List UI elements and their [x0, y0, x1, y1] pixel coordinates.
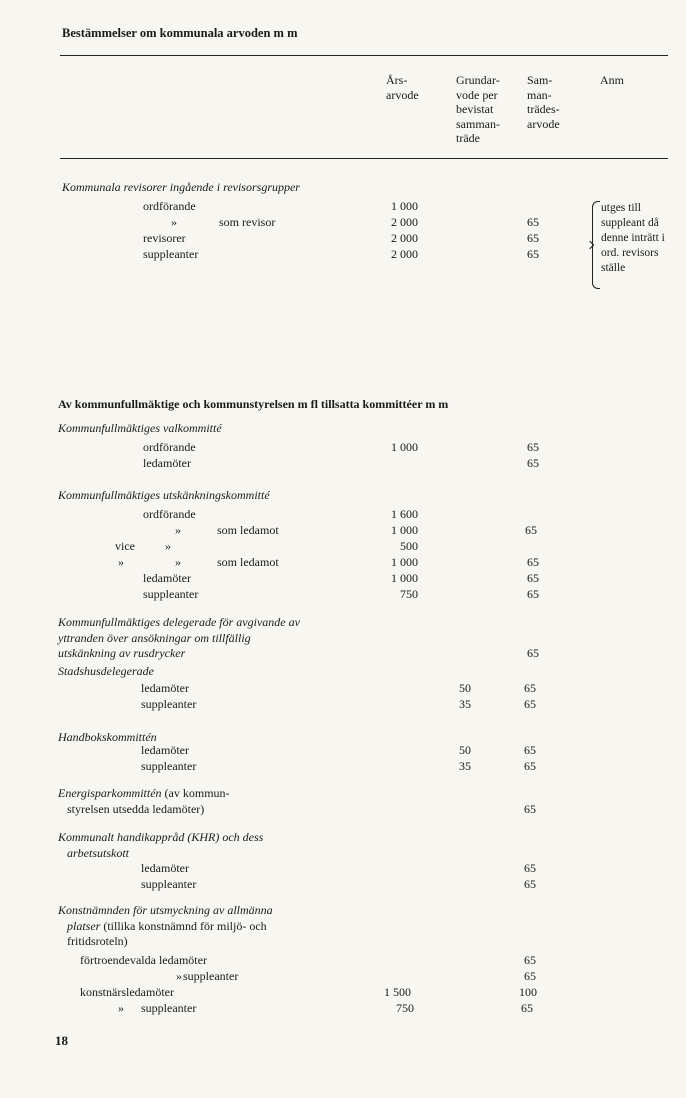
row-label: ledamöter [143, 571, 191, 585]
col-head-grundarvode: Grundar- vode per bevistat samman- träde [456, 73, 500, 146]
row-arsarvode: 2 000 [391, 247, 418, 261]
table-head-rule [60, 158, 668, 159]
section-title-energi: Energisparkommittén (av kommun- [58, 786, 230, 800]
row-sammantradesarvode: 65 [524, 759, 536, 773]
row-arsarvode: 750 [396, 1001, 414, 1015]
row-arsarvode: 750 [400, 587, 418, 601]
row-label: suppleanter [143, 247, 199, 261]
section-title-khr: Kommunalt handikappråd (KHR) och dess [58, 830, 264, 844]
row-grundarvode: 50 [459, 681, 471, 695]
section-title-handbok: Handbokskommittén [58, 730, 157, 744]
row-arsarvode: 1 000 [391, 555, 418, 569]
row-arsarvode: 2 000 [391, 231, 418, 245]
row-grundarvode: 35 [459, 759, 471, 773]
row-label: suppleanter [141, 877, 197, 891]
row-sammantradesarvode: 65 [527, 440, 539, 454]
row-arsarvode: 500 [400, 539, 418, 553]
row-label: ordförande [143, 199, 196, 213]
section-title-energi-line: styrelsen utsedda ledamöter) [67, 802, 205, 816]
section-title-konst: Konstnämnden för utsmyckning av allmänna [58, 903, 273, 917]
row-label: ledamöter [141, 681, 189, 695]
ditto-mark: » [171, 215, 177, 229]
col-head-arsarvode: Års- arvode [386, 73, 419, 102]
row-prefix: vice [115, 539, 135, 553]
ditto-mark: » [118, 555, 124, 569]
row-sammantradesarvode: 65 [524, 681, 536, 695]
row-sammantradesarvode: 65 [527, 456, 539, 470]
section-title-delegerade: Kommunfullmäktiges delegerade för avgivande av [58, 615, 300, 629]
row-arsarvode: 1 000 [391, 440, 418, 454]
row-arsarvode: 1 000 [391, 523, 418, 537]
row-label: suppleanter [183, 969, 239, 983]
row-sammantradesarvode: 65 [524, 861, 536, 875]
row-label: ledamöter [143, 456, 191, 470]
row-label: ledamöter [141, 743, 189, 757]
row-sammantradesarvode: 65 [527, 555, 539, 569]
ditto-mark: » [175, 555, 181, 569]
row-sammantradesarvode: 65 [525, 523, 537, 537]
row-label: förtroendevalda ledamöter [80, 953, 207, 967]
row-label: ordförande [143, 507, 196, 521]
row-grundarvode: 35 [459, 697, 471, 711]
row-sammantradesarvode: 100 [519, 985, 537, 999]
anm-note: utges till suppleant då denne inträtt i ord. revisors ställe [601, 202, 665, 274]
row-arsarvode: 1 000 [391, 571, 418, 585]
row-label: som ledamot [217, 555, 279, 569]
row-label: som ledamot [217, 523, 279, 537]
row-arsarvode: 2 000 [391, 215, 418, 229]
row-sammantradesarvode: 65 [524, 953, 536, 967]
row-arsarvode: 1 500 [384, 985, 411, 999]
section-title-delegerade-line: yttranden över ansökningar om tillfällig [58, 631, 251, 645]
row-sammantradesarvode: 65 [521, 1001, 533, 1015]
ditto-mark: » [175, 523, 181, 537]
row-sammantradesarvode: 65 [524, 877, 536, 891]
row-sammantradesarvode: 65 [527, 587, 539, 601]
row-label: suppleanter [141, 1001, 197, 1015]
section-heading-kommitteer: Av kommunfullmäktige och kommunstyrelsen m fl tillsatta kommittéer m m [58, 397, 449, 411]
row-sammantradesarvode: 65 [524, 697, 536, 711]
row-grundarvode: 50 [459, 743, 471, 757]
section-title-khr-line: arbetsutskott [67, 846, 129, 860]
page-number: 18 [55, 1033, 68, 1048]
row-label: ledamöter [141, 861, 189, 875]
section-title-utskankning: Kommunfullmäktiges utskänkningskommitté [58, 488, 270, 502]
row-sammantradesarvode: 65 [524, 802, 536, 816]
section-title-konst-line: platser (tillika konstnämnd för miljö- och [67, 919, 267, 933]
section-title-delegerade-line: utskänkning av rusdrycker [58, 646, 186, 660]
section-title-stadshus: Stadshusdelegerade [58, 664, 154, 678]
row-label: revisorer [143, 231, 186, 245]
row-sammantradesarvode: 65 [527, 231, 539, 245]
row-sammantradesarvode: 65 [527, 646, 539, 660]
row-arsarvode: 1 600 [391, 507, 418, 521]
running-header: Bestämmelser om kommunala arvoden m m [62, 26, 298, 40]
row-label: suppleanter [143, 587, 199, 601]
row-label: suppleanter [141, 697, 197, 711]
row-arsarvode: 1 000 [391, 199, 418, 213]
row-label: ordförande [143, 440, 196, 454]
ditto-mark: » [118, 1001, 124, 1015]
row-sammantradesarvode: 65 [524, 969, 536, 983]
row-label: konstnärsledamöter [80, 985, 174, 999]
ditto-mark: » [176, 969, 182, 983]
ditto-mark: » [165, 539, 171, 553]
row-sammantradesarvode: 65 [527, 215, 539, 229]
header-rule [60, 55, 668, 56]
section-title-konst-line: fritidsroteln) [67, 934, 128, 948]
section-title-revisorer: Kommunala revisorer ingående i revisorsgrupper [62, 180, 300, 194]
col-head-anm: Anm [600, 73, 624, 87]
note-bracket [592, 201, 600, 289]
col-head-sammantradesarvode: Sam- man- trädes- arvode [527, 73, 560, 131]
row-sammantradesarvode: 65 [527, 247, 539, 261]
row-sammantradesarvode: 65 [524, 743, 536, 757]
row-sammantradesarvode: 65 [527, 571, 539, 585]
row-label: suppleanter [141, 759, 197, 773]
row-label: som revisor [219, 215, 276, 229]
section-title-valkommitte: Kommunfullmäktiges valkommitté [58, 421, 222, 435]
